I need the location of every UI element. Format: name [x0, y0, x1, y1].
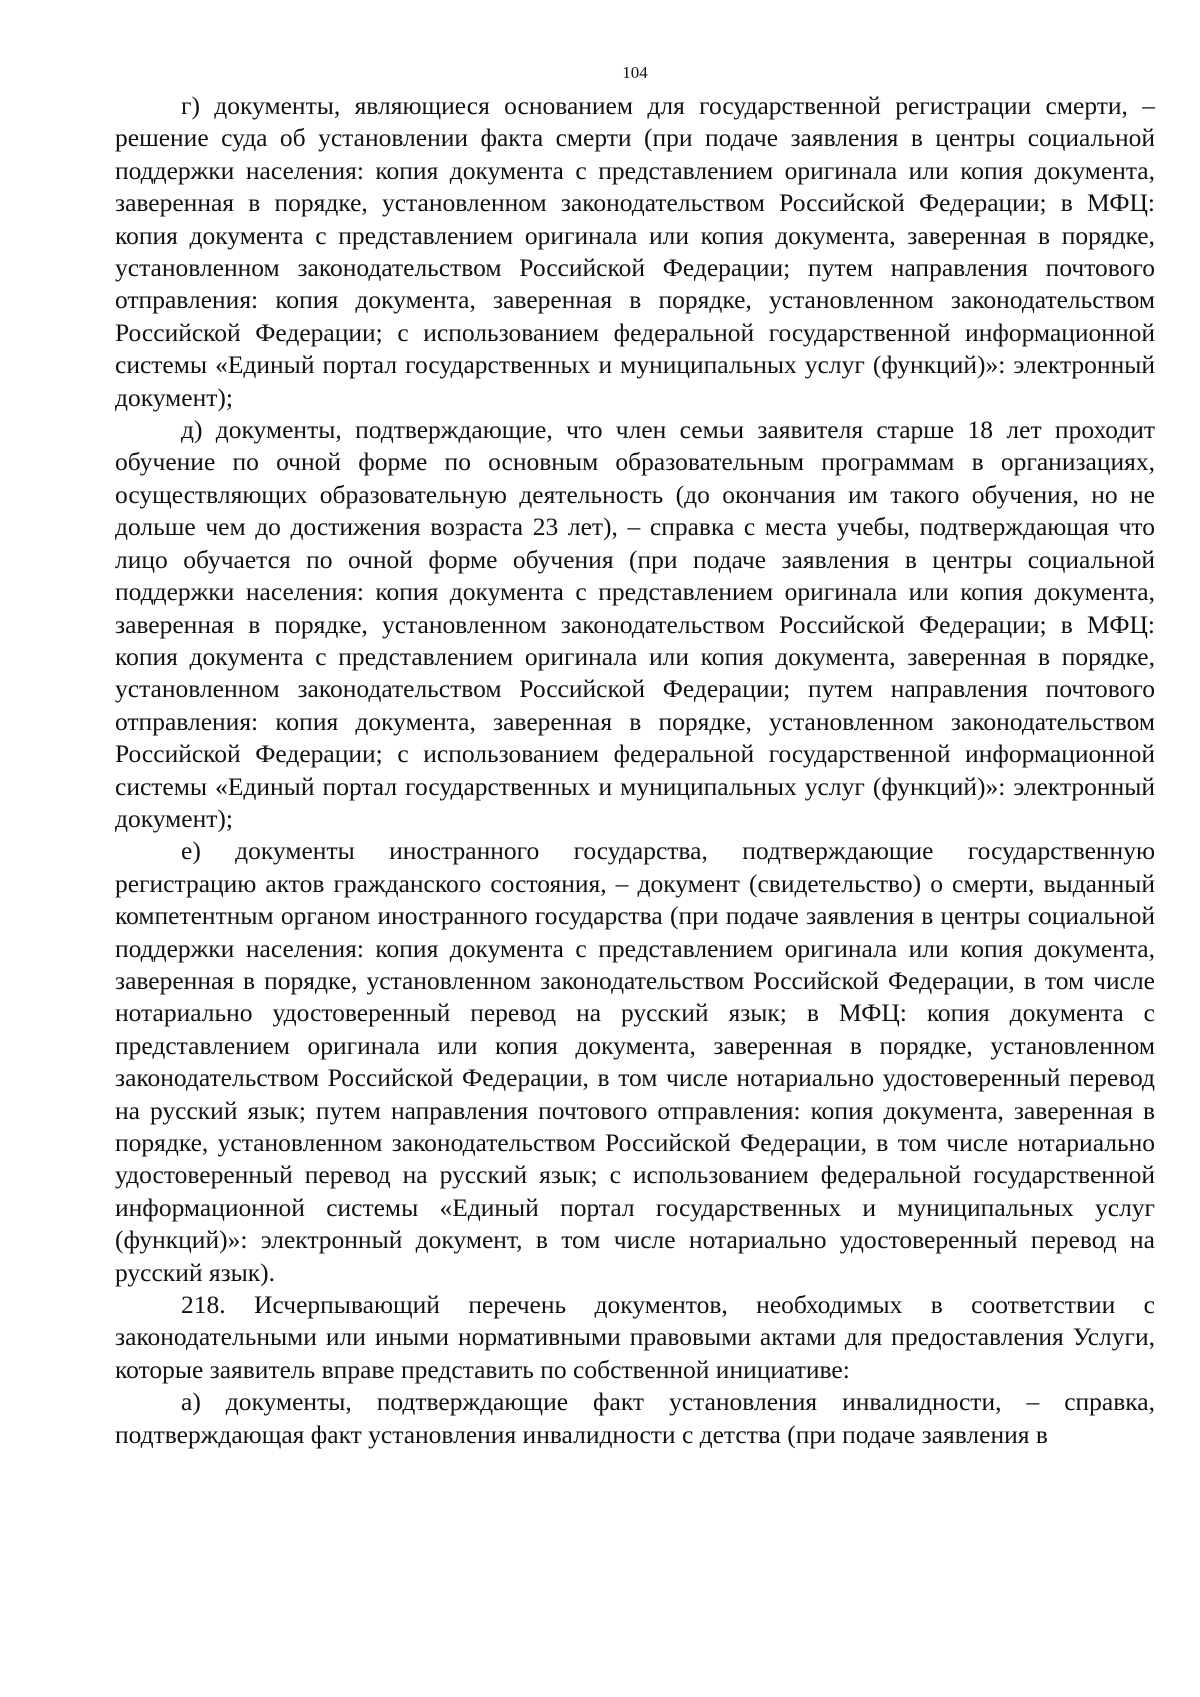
paragraph-a: а) документы, подтверждающие факт установления инвалидности, – справка, подтверждающая факт установления инвалидности с детства (при подаче заявления в [115, 1387, 1155, 1449]
page-number: 104 [622, 63, 648, 82]
paragraph-g: г) документы, являющиеся основанием для государственной регистрации смерти, – решение суда об установлении факта смерти (при подаче заявления в центры социальной поддержки населения: копия документа с представлением оригинала или копия документа, заверенная в порядке, установленном законодательством Российской Федерации; в МФЦ: копия документа с представлением оригинала или копия документа, заверенная в порядке, установленном законодательством Российской Федерации; путем направления почтового отправления: копия документа, заверенная в порядке, установленном законодательством Российской Федерации; с использованием федеральной государственной информационной системы «Единый портал государственных и муниципальных услуг (функций)»: электронный документ); [115, 91, 1155, 412]
paragraph-e: е) документы иностранного государства, подтверждающие государственную регистрацию актов гражданского состояния, – документ (свидетельство) о смерти, выданный компетентным органом иностранного государства (при подаче заявления в центры социальной поддержки населения: копия документа с представлением оригинала или копия документа, заверенная в порядке, установленном законодательством Российской Федерации, в том числе нотариально удостоверенный перевод на русский язык; в МФЦ: копия документа с представлением оригинала или копия документа, заверенная в порядке, установленном законодательством Российской Федерации, в том числе нотариально удостоверенный перевод на русский язык; путем направления почтового отправления: копия документа, заверенная в порядке, установленном законодательством Российской Федерации, в том числе нотариально удостоверенный перевод на русский язык; с использованием федеральной государственной информационной системы «Единый портал государственных и муниципальных услуг (функций)»: электронный документ, в том числе нотариально удостоверенный перевод на русский язык). [115, 836, 1155, 1287]
document-page [115, 62, 1155, 1451]
paragraph-d: д) документы, подтверждающие, что член семьи заявителя старше 18 лет проходит обучение по очной форме по основным образовательным программам в организациях, осуществляющих образовательную деятельность (до окончания им такого обучения, но не дольше чем до достижения возраста 23 лет), – справка с места учебы, подтверждающая что лицо обучается по очной форме обучения (при подаче заявления в центры социальной поддержки населения: копия документа с представлением оригинала или копия документа, заверенная в порядке, установленном законодательством Российской Федерации; в МФЦ: копия документа с представлением оригинала или копия документа, заверенная в порядке, установленном законодательством Российской Федерации; путем направления почтового отправления: копия документа, заверенная в порядке, установленном законодательством Российской Федерации; с использованием федеральной государственной информационной системы «Единый портал государственных и муниципальных услуг (функций)»: электронный документ); [115, 415, 1155, 833]
paragraph-218: 218. Исчерпывающий перечень документов, необходимых в соответствии с законодательными или иными нормативными правовыми актами для предоставления Услуги, которые заявитель вправе представить по собственной инициативе: [115, 1290, 1155, 1384]
